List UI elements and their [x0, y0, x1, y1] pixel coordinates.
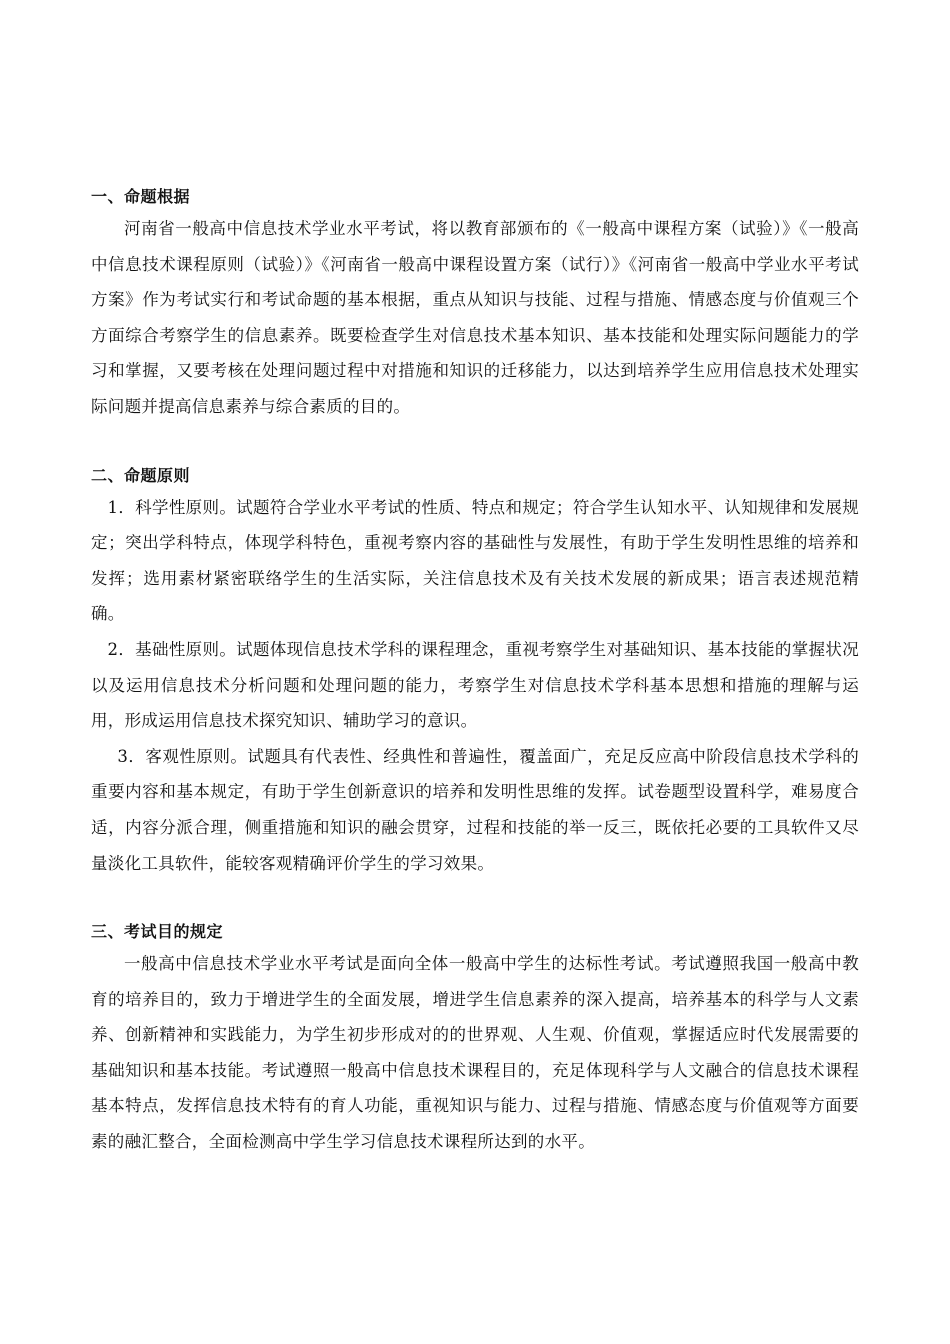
- section-heading: 一、命题根据: [91, 187, 191, 206]
- section-heading: 三、考试目的规定: [91, 922, 224, 942]
- document-body: [91, 186, 859, 1160]
- paragraph: 2．基础性原则。试题体现信息技术学科的课程理念，重视考察学生对基础知识、基本技能的掌握状况以及运用信息技术分析问题和处理问题的能力，考察学生对信息技术学科基本思想和措施的理解与运用，形成运用信息技术探究知识、辅助学习的意识。: [91, 639, 859, 731]
- section-objectives: [91, 921, 859, 1160]
- paragraph: 一般高中信息技术学业水平考试是面向全体一般高中学生的达标性考试。考试遵照我国一般高中教育的培养目的，致力于增进学生的全面发展，增进学生信息素养的深入提高，培养基本的科学与人文素养、创新精神和实践能力，为学生初步形成对的的世界观、人生观、价值观，掌握适应时代发展需要的基础知识和基本技能。考试遵照一般高中信息技术课程目的，充足体现科学与人文融合的信息技术课程基本特点，发挥信息技术特有的育人功能，重视知识与能力、过程与措施、情感态度与价值观等方面要素的融汇整合，全面检测高中学生学习信息技术课程所达到的水平。: [91, 954, 859, 1152]
- section-principles: [91, 465, 859, 882]
- paragraph: 河南省一般高中信息技术学业水平考试，将以教育部颁布的《一般高中课程方案（试验）》《一般高中信息技术课程原则（试验）》《河南省一般高中课程设置方案（试行）》《河南省一般高中学业水平考试方案》作为考试实行和考试命题的基本根据，重点从知识与技能、过程与措施、情感态度与价值观三个方面综合考察学生的信息素养。既要检查学生对信息技术基本知识、基本技能和处理实际问题能力的学习和掌握，又要考核在处理问题过程中对措施和知识的迁移能力，以达到培养学生应用信息技术处理实际问题并提高信息素养与综合素质的目的。: [91, 219, 859, 416]
- paragraph: 3．客观性原则。试题具有代表性、经典性和普遍性，覆盖面广，充足反应高中阶段信息技术学科的重要内容和基本规定，有助于学生创新意识的培养和发明性思维的发挥。试卷题型设置科学，难易度合适，内容分派合理，侧重措施和知识的融会贯穿，过程和技能的举一反三，既依托必要的工具软件又尽量淡化工具软件，能较客观精确评价学生的学习效果。: [91, 746, 859, 873]
- section-basis: [91, 186, 859, 425]
- paragraph: 1．科学性原则。试题符合学业水平考试的性质、特点和规定；符合学生认知水平、认知规律和发展规定；突出学科特点，体现学科特色，重视考察内容的基础性与发展性，有助于学生发明性思维的培养和发挥；选用素材紧密联络学生的生活实际，关注信息技术及有关技术发展的新成果；语言表述规范精确。: [91, 497, 859, 624]
- section-heading: 二、命题原则: [91, 465, 191, 485]
